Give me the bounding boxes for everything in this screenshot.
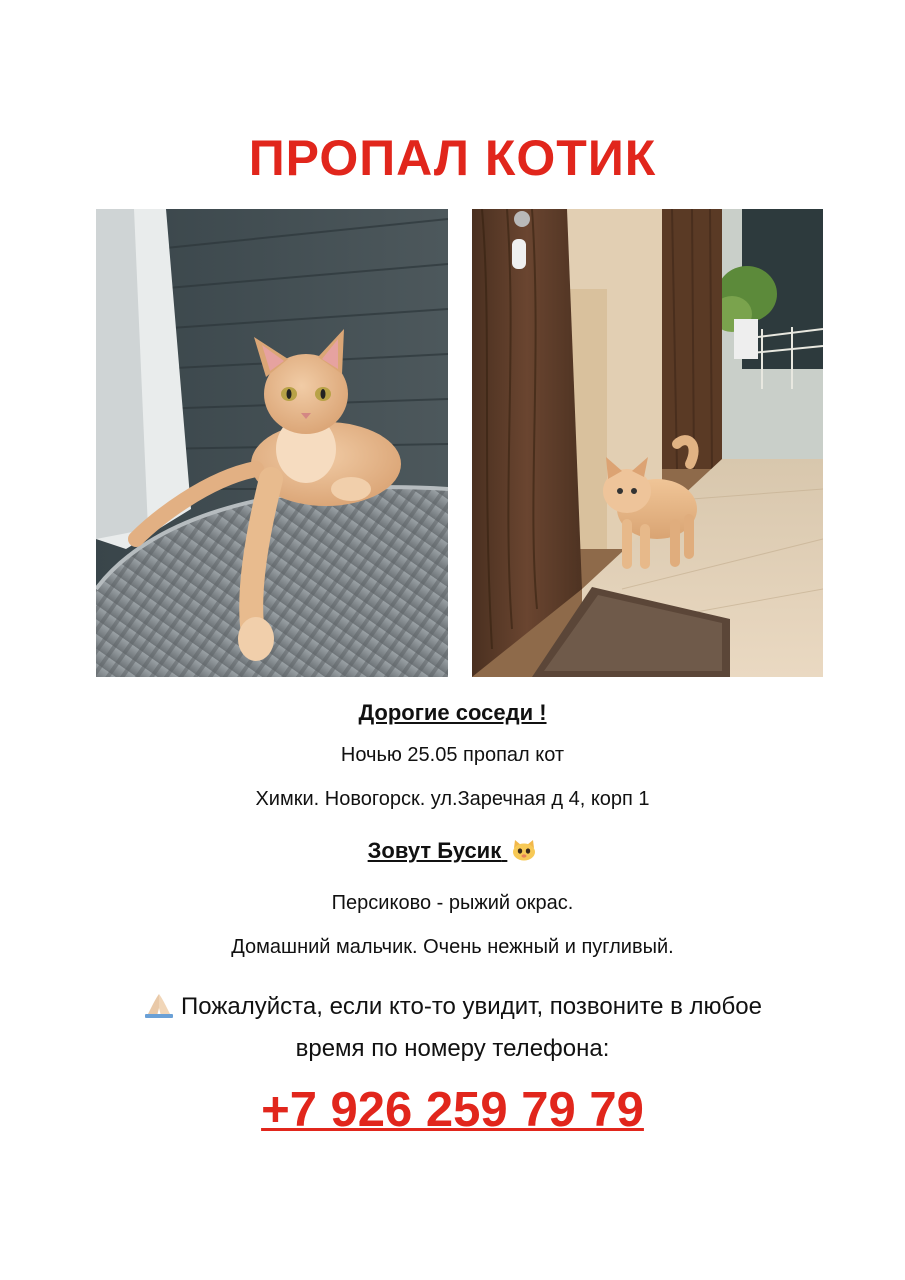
address-line: Химки. Новогорск. ул.Заречная д 4, корп 1 (255, 788, 650, 810)
cat-in-hallway-photo (472, 209, 823, 677)
greeting: Дорогие соседи ! (358, 700, 547, 725)
phone-number-link[interactable]: +7 926 259 79 79 (261, 1083, 644, 1137)
lost-date-line: Ночью 25.05 пропал кот (340, 744, 565, 766)
plea-line-1: Пожалуйста, если кто-то увидит, позвоните в любое (181, 993, 762, 1020)
plea-line-2: время по номеру телефона: (295, 1035, 610, 1062)
cat-face-icon (511, 839, 537, 861)
cat-name-text: Зовут Бусик (367, 838, 502, 863)
cat-on-sofa-photo (96, 209, 448, 677)
praying-hands-icon (143, 990, 175, 1016)
cat-name-line (0, 838, 905, 864)
fur-color-line: Персиково - рыжий окрас. (331, 892, 574, 914)
plea-paragraph (0, 986, 905, 1070)
poster-title: ПРОПАЛ КОТИК (248, 130, 657, 186)
character-line: Домашний мальчик. Очень нежный и пугливый. (231, 936, 674, 958)
